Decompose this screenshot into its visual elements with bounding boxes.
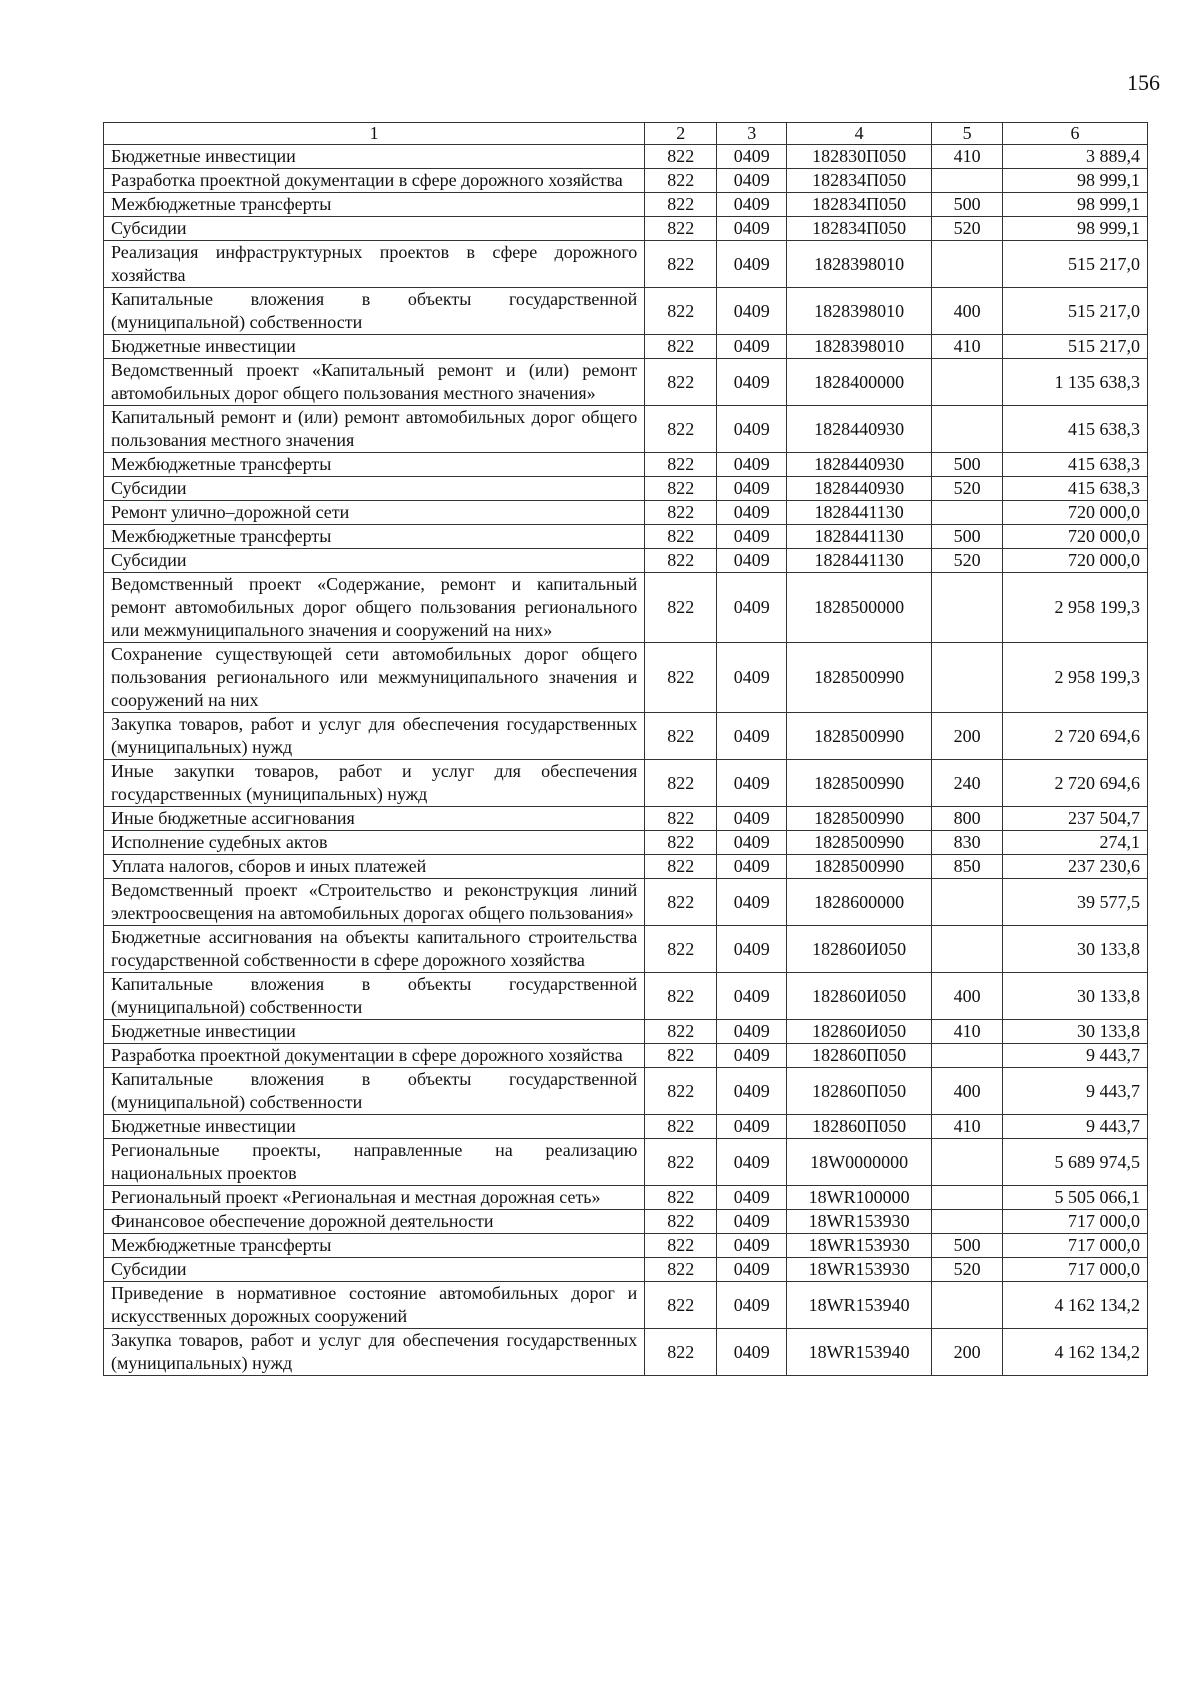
item-name-cell: Межбюджетные трансферты — [104, 1234, 645, 1258]
ministry-code-cell: 822 — [645, 169, 717, 193]
ministry-code-cell: 822 — [645, 1210, 717, 1234]
ministry-code-cell: 822 — [645, 973, 717, 1020]
target-article-cell: 182860П050 — [787, 1068, 932, 1115]
item-name-cell: Межбюджетные трансферты — [104, 525, 645, 549]
expense-type-cell: 850 — [932, 855, 1003, 879]
ministry-code-cell: 822 — [645, 1329, 717, 1376]
item-name-cell: Реализация инфраструктурных проектов в сфере дорожного хозяйства — [104, 241, 645, 288]
amount-cell: 30 133,8 — [1003, 1020, 1148, 1044]
page-number: 156 — [1127, 70, 1160, 95]
expense-type-cell: 400 — [932, 288, 1003, 335]
ministry-code-cell: 822 — [645, 760, 717, 807]
ministry-code-cell: 822 — [645, 1139, 717, 1186]
target-article-cell: 182860И050 — [787, 973, 932, 1020]
amount-cell: 515 217,0 — [1003, 335, 1148, 359]
amount-cell: 3 889,4 — [1003, 145, 1148, 169]
item-name-cell: Приведение в нормативное состояние автомобильных дорог и искусственных дорожных сооружений — [104, 1282, 645, 1329]
target-article-cell: 182834П050 — [787, 169, 932, 193]
section-code-cell: 0409 — [717, 406, 787, 453]
amount-cell: 237 230,6 — [1003, 855, 1148, 879]
amount-cell: 415 638,3 — [1003, 406, 1148, 453]
section-code-cell: 0409 — [717, 169, 787, 193]
item-name-cell: Субсидии — [104, 477, 645, 501]
section-code-cell: 0409 — [717, 1186, 787, 1210]
target-article-cell: 1828500990 — [787, 807, 932, 831]
expense-type-cell: 410 — [932, 335, 1003, 359]
section-code-cell: 0409 — [717, 643, 787, 713]
target-article-cell: 1828500990 — [787, 855, 932, 879]
target-article-cell: 18WR100000 — [787, 1186, 932, 1210]
expense-type-cell: 410 — [932, 1115, 1003, 1139]
section-code-cell: 0409 — [717, 1258, 787, 1282]
section-code-cell: 0409 — [717, 879, 787, 926]
ministry-code-cell: 822 — [645, 406, 717, 453]
expense-type-cell — [932, 169, 1003, 193]
section-code-cell: 0409 — [717, 193, 787, 217]
item-name-cell: Бюджетные инвестиции — [104, 1115, 645, 1139]
table-row — [104, 1139, 1148, 1186]
target-article-cell: 18W0000000 — [787, 1139, 932, 1186]
amount-cell: 2 958 199,3 — [1003, 573, 1148, 643]
table-row — [104, 406, 1148, 453]
expense-type-cell — [932, 1186, 1003, 1210]
item-name-cell: Капитальные вложения в объекты государственной (муниципальной) собственности — [104, 288, 645, 335]
table-row — [104, 807, 1148, 831]
expense-type-cell: 520 — [932, 217, 1003, 241]
target-article-cell: 1828441130 — [787, 501, 932, 525]
ministry-code-cell: 822 — [645, 453, 717, 477]
section-code-cell: 0409 — [717, 1282, 787, 1329]
item-name-cell: Капитальные вложения в объекты государственной (муниципальной) собственности — [104, 1068, 645, 1115]
table-row — [104, 525, 1148, 549]
amount-cell: 717 000,0 — [1003, 1258, 1148, 1282]
target-article-cell: 182860П050 — [787, 1044, 932, 1068]
item-name-cell: Межбюджетные трансферты — [104, 193, 645, 217]
target-article-cell: 1828500990 — [787, 831, 932, 855]
section-code-cell: 0409 — [717, 1020, 787, 1044]
target-article-cell: 182830П050 — [787, 145, 932, 169]
ministry-code-cell: 822 — [645, 1115, 717, 1139]
section-code-cell: 0409 — [717, 1044, 787, 1068]
ministry-code-cell: 822 — [645, 1068, 717, 1115]
ministry-code-cell: 822 — [645, 241, 717, 288]
table-row — [104, 1186, 1148, 1210]
item-name-cell: Сохранение существующей сети автомобильных дорог общего пользования регионального или межмуниципального значения и сооружений на них — [104, 643, 645, 713]
ministry-code-cell: 822 — [645, 1258, 717, 1282]
section-code-cell: 0409 — [717, 288, 787, 335]
amount-cell: 415 638,3 — [1003, 477, 1148, 501]
table-row — [104, 288, 1148, 335]
ministry-code-cell: 822 — [645, 807, 717, 831]
amount-cell: 720 000,0 — [1003, 525, 1148, 549]
section-code-cell: 0409 — [717, 1115, 787, 1139]
expense-type-cell: 500 — [932, 525, 1003, 549]
ministry-code-cell: 822 — [645, 879, 717, 926]
target-article-cell: 182860И050 — [787, 1020, 932, 1044]
section-code-cell: 0409 — [717, 807, 787, 831]
item-name-cell: Бюджетные ассигнования на объекты капитального строительства государственной собственности в сфере дорожного хозяйства — [104, 926, 645, 973]
amount-cell: 5 505 066,1 — [1003, 1186, 1148, 1210]
expense-type-cell: 800 — [932, 807, 1003, 831]
amount-cell: 5 689 974,5 — [1003, 1139, 1148, 1186]
ministry-code-cell: 822 — [645, 643, 717, 713]
section-code-cell: 0409 — [717, 855, 787, 879]
expense-type-cell: 500 — [932, 1234, 1003, 1258]
target-article-cell: 18WR153930 — [787, 1258, 932, 1282]
amount-cell: 717 000,0 — [1003, 1234, 1148, 1258]
expense-type-cell: 400 — [932, 973, 1003, 1020]
expense-type-cell — [932, 406, 1003, 453]
expense-type-cell — [932, 879, 1003, 926]
ministry-code-cell: 822 — [645, 335, 717, 359]
target-article-cell: 1828398010 — [787, 288, 932, 335]
item-name-cell: Иные закупки товаров, работ и услуг для обеспечения государственных (муниципальных) нужд — [104, 760, 645, 807]
table-row — [104, 1258, 1148, 1282]
ministry-code-cell: 822 — [645, 831, 717, 855]
target-article-cell: 18WR153930 — [787, 1210, 932, 1234]
item-name-cell: Региональный проект «Региональная и местная дорожная сеть» — [104, 1186, 645, 1210]
ministry-code-cell: 822 — [645, 926, 717, 973]
item-name-cell: Капитальные вложения в объекты государственной (муниципальной) собственности — [104, 973, 645, 1020]
table-row — [104, 169, 1148, 193]
table-row — [104, 573, 1148, 643]
item-name-cell: Разработка проектной документации в сфере дорожного хозяйства — [104, 1044, 645, 1068]
target-article-cell: 1828398010 — [787, 241, 932, 288]
item-name-cell: Субсидии — [104, 549, 645, 573]
amount-cell: 98 999,1 — [1003, 169, 1148, 193]
ministry-code-cell: 822 — [645, 501, 717, 525]
table-row — [104, 855, 1148, 879]
table-row — [104, 1115, 1148, 1139]
item-name-cell: Капитальный ремонт и (или) ремонт автомобильных дорог общего пользования местного значения — [104, 406, 645, 453]
expense-type-cell: 520 — [932, 1258, 1003, 1282]
table-header-row — [104, 123, 1148, 145]
target-article-cell: 18WR153940 — [787, 1329, 932, 1376]
header-cell: 4 — [787, 123, 932, 145]
target-article-cell: 1828441130 — [787, 549, 932, 573]
table-row — [104, 359, 1148, 406]
section-code-cell: 0409 — [717, 1329, 787, 1376]
expense-type-cell — [932, 1044, 1003, 1068]
ministry-code-cell: 822 — [645, 477, 717, 501]
item-name-cell: Субсидии — [104, 217, 645, 241]
item-name-cell: Иные бюджетные ассигнования — [104, 807, 645, 831]
section-code-cell: 0409 — [717, 217, 787, 241]
section-code-cell: 0409 — [717, 1234, 787, 1258]
expense-type-cell: 410 — [932, 1020, 1003, 1044]
table-row — [104, 1044, 1148, 1068]
amount-cell: 2 958 199,3 — [1003, 643, 1148, 713]
expense-type-cell: 500 — [932, 193, 1003, 217]
table-row — [104, 1068, 1148, 1115]
table-row — [104, 1234, 1148, 1258]
expense-type-cell — [932, 573, 1003, 643]
budget-table — [103, 122, 1148, 1376]
section-code-cell: 0409 — [717, 359, 787, 406]
expense-type-cell: 410 — [932, 145, 1003, 169]
ministry-code-cell: 822 — [645, 1282, 717, 1329]
target-article-cell: 1828500990 — [787, 643, 932, 713]
target-article-cell: 1828500990 — [787, 760, 932, 807]
table-row — [104, 477, 1148, 501]
section-code-cell: 0409 — [717, 831, 787, 855]
expense-type-cell: 400 — [932, 1068, 1003, 1115]
item-name-cell: Бюджетные инвестиции — [104, 145, 645, 169]
target-article-cell: 1828500000 — [787, 573, 932, 643]
ministry-code-cell: 822 — [645, 1234, 717, 1258]
table-row — [104, 1329, 1148, 1376]
amount-cell: 9 443,7 — [1003, 1068, 1148, 1115]
section-code-cell: 0409 — [717, 926, 787, 973]
target-article-cell: 1828500990 — [787, 713, 932, 760]
section-code-cell: 0409 — [717, 713, 787, 760]
amount-cell: 9 443,7 — [1003, 1115, 1148, 1139]
header-cell: 1 — [104, 123, 645, 145]
target-article-cell: 1828440930 — [787, 477, 932, 501]
section-code-cell: 0409 — [717, 1210, 787, 1234]
header-cell: 2 — [645, 123, 717, 145]
item-name-cell: Межбюджетные трансферты — [104, 453, 645, 477]
amount-cell: 515 217,0 — [1003, 241, 1148, 288]
item-name-cell: Субсидии — [104, 1258, 645, 1282]
ministry-code-cell: 822 — [645, 145, 717, 169]
expense-type-cell: 200 — [932, 1329, 1003, 1376]
amount-cell: 274,1 — [1003, 831, 1148, 855]
table-row — [104, 501, 1148, 525]
target-article-cell: 1828398010 — [787, 335, 932, 359]
expense-type-cell — [932, 241, 1003, 288]
target-article-cell: 1828400000 — [787, 359, 932, 406]
section-code-cell: 0409 — [717, 760, 787, 807]
ministry-code-cell: 822 — [645, 549, 717, 573]
header-cell: 3 — [717, 123, 787, 145]
amount-cell: 2 720 694,6 — [1003, 713, 1148, 760]
amount-cell: 98 999,1 — [1003, 217, 1148, 241]
section-code-cell: 0409 — [717, 477, 787, 501]
section-code-cell: 0409 — [717, 973, 787, 1020]
item-name-cell: Бюджетные инвестиции — [104, 335, 645, 359]
amount-cell: 1 135 638,3 — [1003, 359, 1148, 406]
amount-cell: 30 133,8 — [1003, 973, 1148, 1020]
item-name-cell: Исполнение судебных актов — [104, 831, 645, 855]
table-row — [104, 335, 1148, 359]
ministry-code-cell: 822 — [645, 855, 717, 879]
target-article-cell: 182860П050 — [787, 1115, 932, 1139]
amount-cell: 515 217,0 — [1003, 288, 1148, 335]
table-row — [104, 1282, 1148, 1329]
table-row — [104, 217, 1148, 241]
section-code-cell: 0409 — [717, 525, 787, 549]
table-row — [104, 241, 1148, 288]
amount-cell: 39 577,5 — [1003, 879, 1148, 926]
table-row — [104, 193, 1148, 217]
amount-cell: 98 999,1 — [1003, 193, 1148, 217]
amount-cell: 2 720 694,6 — [1003, 760, 1148, 807]
amount-cell: 4 162 134,2 — [1003, 1282, 1148, 1329]
amount-cell: 30 133,8 — [1003, 926, 1148, 973]
target-article-cell: 1828440930 — [787, 406, 932, 453]
section-code-cell: 0409 — [717, 145, 787, 169]
item-name-cell: Разработка проектной документации в сфере дорожного хозяйства — [104, 169, 645, 193]
table-row — [104, 879, 1148, 926]
expense-type-cell — [932, 359, 1003, 406]
target-article-cell: 1828440930 — [787, 453, 932, 477]
target-article-cell: 1828600000 — [787, 879, 932, 926]
ministry-code-cell: 822 — [645, 713, 717, 760]
section-code-cell: 0409 — [717, 549, 787, 573]
header-cell: 5 — [932, 123, 1003, 145]
ministry-code-cell: 822 — [645, 525, 717, 549]
amount-cell: 720 000,0 — [1003, 501, 1148, 525]
item-name-cell: Уплата налогов, сборов и иных платежей — [104, 855, 645, 879]
amount-cell: 717 000,0 — [1003, 1210, 1148, 1234]
item-name-cell: Ремонт улично–дорожной сети — [104, 501, 645, 525]
ministry-code-cell: 822 — [645, 359, 717, 406]
ministry-code-cell: 822 — [645, 1044, 717, 1068]
target-article-cell: 182834П050 — [787, 193, 932, 217]
expense-type-cell — [932, 1139, 1003, 1186]
ministry-code-cell: 822 — [645, 573, 717, 643]
item-name-cell: Ведомственный проект «Капитальный ремонт и (или) ремонт автомобильных дорог общего пользования местного значения» — [104, 359, 645, 406]
expense-type-cell: 520 — [932, 549, 1003, 573]
table-row — [104, 549, 1148, 573]
section-code-cell: 0409 — [717, 1068, 787, 1115]
ministry-code-cell: 822 — [645, 1186, 717, 1210]
expense-type-cell — [932, 1282, 1003, 1329]
table-row — [104, 713, 1148, 760]
ministry-code-cell: 822 — [645, 217, 717, 241]
target-article-cell: 1828441130 — [787, 525, 932, 549]
expense-type-cell: 240 — [932, 760, 1003, 807]
item-name-cell: Бюджетные инвестиции — [104, 1020, 645, 1044]
amount-cell: 415 638,3 — [1003, 453, 1148, 477]
expense-type-cell: 520 — [932, 477, 1003, 501]
table-row — [104, 760, 1148, 807]
table-row — [104, 453, 1148, 477]
item-name-cell: Региональные проекты, направленные на реализацию национальных проектов — [104, 1139, 645, 1186]
expense-type-cell — [932, 643, 1003, 713]
section-code-cell: 0409 — [717, 1139, 787, 1186]
expense-type-cell: 200 — [932, 713, 1003, 760]
item-name-cell: Закупка товаров, работ и услуг для обеспечения государственных (муниципальных) нужд — [104, 1329, 645, 1376]
ministry-code-cell: 822 — [645, 288, 717, 335]
ministry-code-cell: 822 — [645, 1020, 717, 1044]
amount-cell: 237 504,7 — [1003, 807, 1148, 831]
item-name-cell: Ведомственный проект «Строительство и реконструкция линий электроосвещения на автомобильных дорогах общего пользования» — [104, 879, 645, 926]
section-code-cell: 0409 — [717, 501, 787, 525]
expense-type-cell: 830 — [932, 831, 1003, 855]
table-row — [104, 1210, 1148, 1234]
target-article-cell: 18WR153930 — [787, 1234, 932, 1258]
expense-type-cell — [932, 1210, 1003, 1234]
target-article-cell: 182860И050 — [787, 926, 932, 973]
section-code-cell: 0409 — [717, 241, 787, 288]
item-name-cell: Ведомственный проект «Содержание, ремонт и капитальный ремонт автомобильных дорог общего пользования регионального или межмуниципального значения и сооружений на них» — [104, 573, 645, 643]
amount-cell: 720 000,0 — [1003, 549, 1148, 573]
table-row — [104, 926, 1148, 973]
target-article-cell: 182834П050 — [787, 217, 932, 241]
section-code-cell: 0409 — [717, 573, 787, 643]
target-article-cell: 18WR153940 — [787, 1282, 932, 1329]
table-row — [104, 145, 1148, 169]
item-name-cell: Финансовое обеспечение дорожной деятельности — [104, 1210, 645, 1234]
amount-cell: 9 443,7 — [1003, 1044, 1148, 1068]
expense-type-cell — [932, 926, 1003, 973]
table-row — [104, 1020, 1148, 1044]
header-cell: 6 — [1003, 123, 1148, 145]
table-row — [104, 973, 1148, 1020]
amount-cell: 4 162 134,2 — [1003, 1329, 1148, 1376]
section-code-cell: 0409 — [717, 335, 787, 359]
section-code-cell: 0409 — [717, 453, 787, 477]
table-row — [104, 831, 1148, 855]
item-name-cell: Закупка товаров, работ и услуг для обеспечения государственных (муниципальных) нужд — [104, 713, 645, 760]
expense-type-cell: 500 — [932, 453, 1003, 477]
expense-type-cell — [932, 501, 1003, 525]
ministry-code-cell: 822 — [645, 193, 717, 217]
table-row — [104, 643, 1148, 713]
